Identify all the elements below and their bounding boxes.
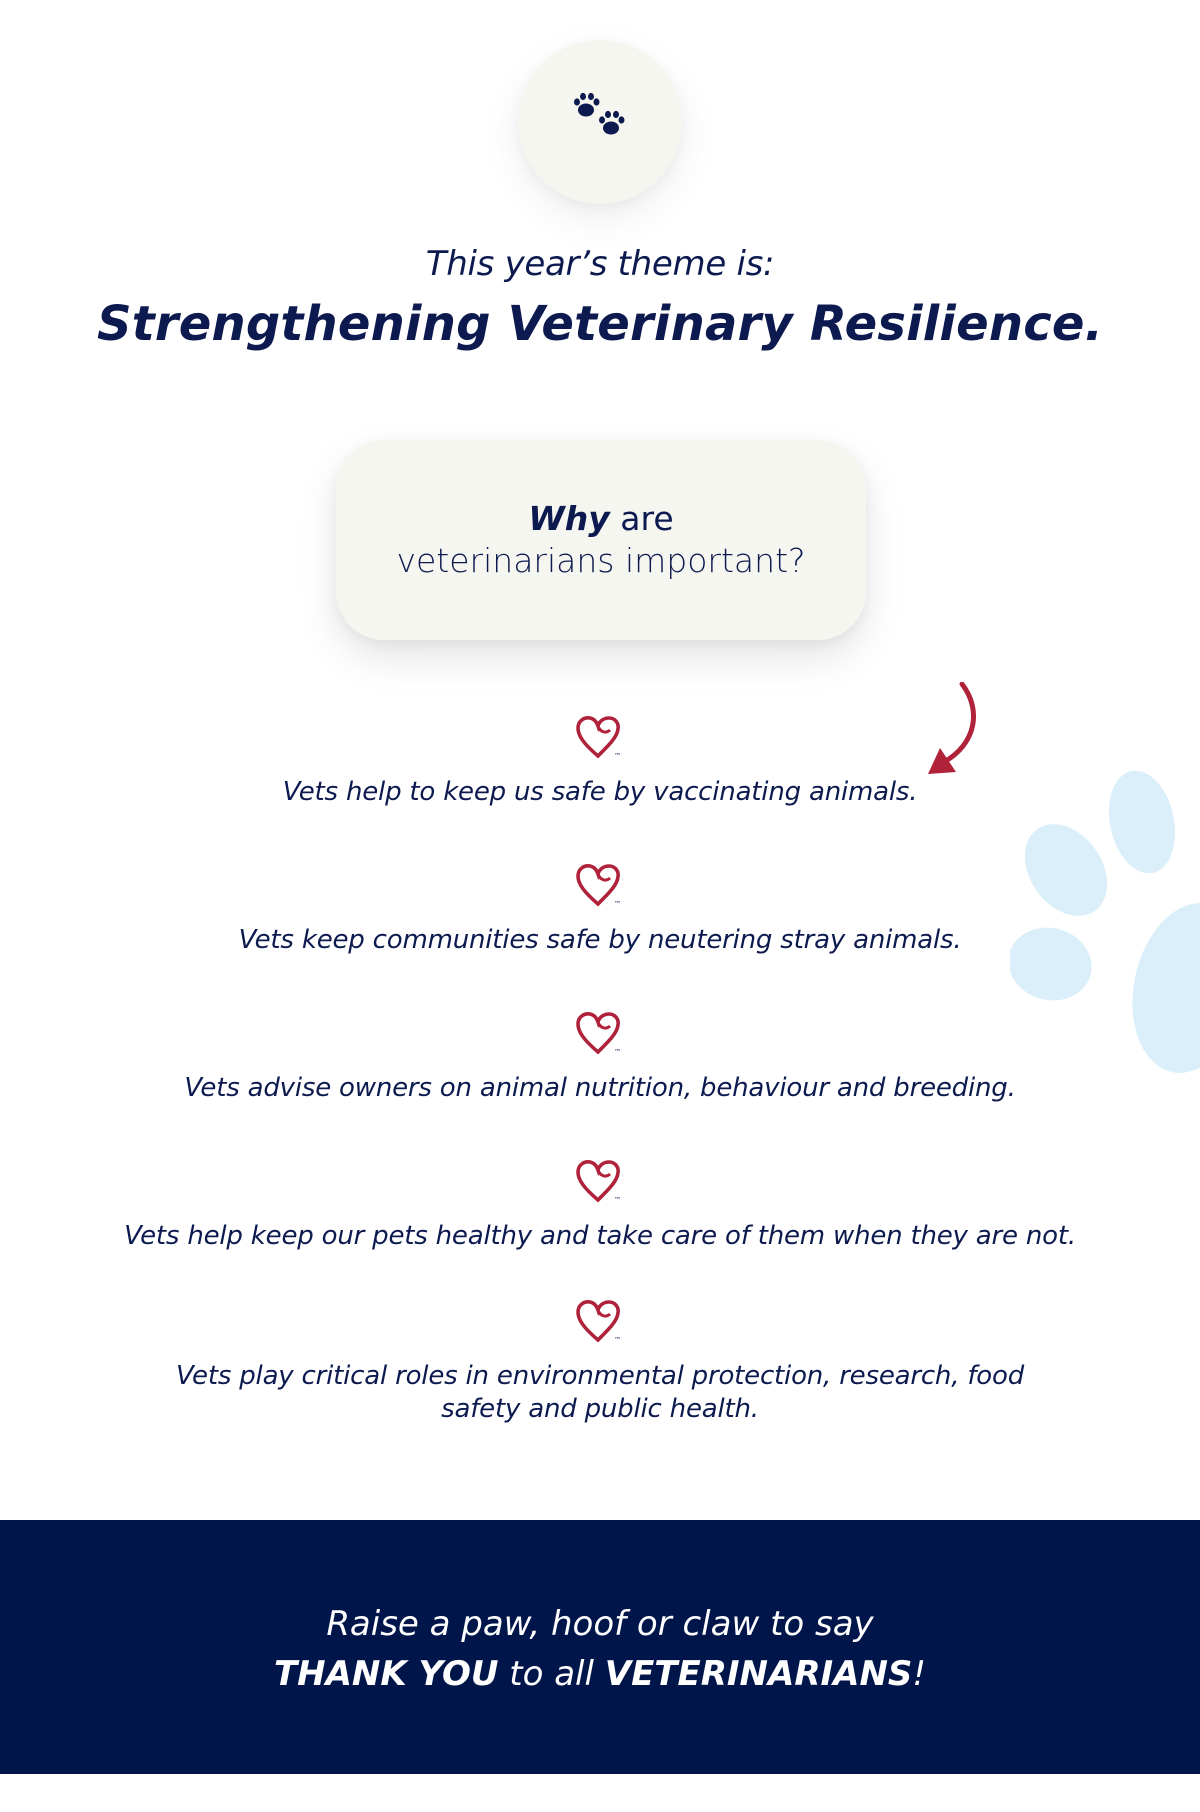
heart-icon bbox=[576, 1012, 624, 1056]
footer-line1: Raise a paw, hoof or claw to say bbox=[326, 1604, 874, 1644]
trademark-mark: ™ bbox=[614, 1048, 621, 1056]
heart-icon bbox=[576, 1160, 624, 1204]
why-question-line2: veterinarians important? bbox=[396, 541, 806, 580]
why-word: Why bbox=[528, 499, 610, 538]
reason-text: Vets advise owners on animal nutrition, behaviour and breeding. bbox=[184, 1073, 1016, 1103]
paw-prints-icon bbox=[572, 92, 628, 140]
trademark-mark: ™ bbox=[614, 752, 621, 760]
list-item bbox=[0, 1160, 1200, 1253]
trademark-mark: ™ bbox=[614, 1196, 621, 1204]
heart-icon bbox=[576, 716, 624, 760]
footer-banner bbox=[0, 1520, 1200, 1774]
paw-print-icon bbox=[1010, 770, 1200, 1080]
list-item bbox=[0, 1300, 1200, 1426]
reason-text: Vets help to keep us safe by vaccinating animals. bbox=[282, 777, 918, 807]
heart-icon bbox=[576, 864, 624, 908]
footer-line2 bbox=[0, 1648, 1200, 1700]
heart-icon bbox=[576, 1300, 624, 1344]
why-card bbox=[336, 440, 866, 640]
exclaim-text: ! bbox=[912, 1654, 927, 1694]
trademark-mark: ™ bbox=[614, 1336, 621, 1344]
thank-you-text: THANK YOU bbox=[273, 1654, 499, 1694]
trademark-mark: ™ bbox=[614, 900, 621, 908]
reason-text: Vets keep communities safe by neutering stray animals. bbox=[238, 925, 962, 955]
paw-badge bbox=[518, 40, 682, 204]
why-are: are bbox=[609, 499, 674, 538]
theme-title: Strengthening Veterinary Resilience. bbox=[96, 296, 1104, 352]
why-question-line1 bbox=[336, 498, 866, 540]
veterinarians-text: VETERINARIANS bbox=[604, 1654, 913, 1694]
reason-text: Vets help keep our pets healthy and take care of them when they are not. bbox=[124, 1221, 1076, 1251]
reason-text: Vets play critical roles in environmental protection, research, food safety and public health. bbox=[175, 1361, 1025, 1424]
to-all-text: to all bbox=[498, 1654, 605, 1694]
theme-intro: This year’s theme is: bbox=[425, 244, 775, 284]
